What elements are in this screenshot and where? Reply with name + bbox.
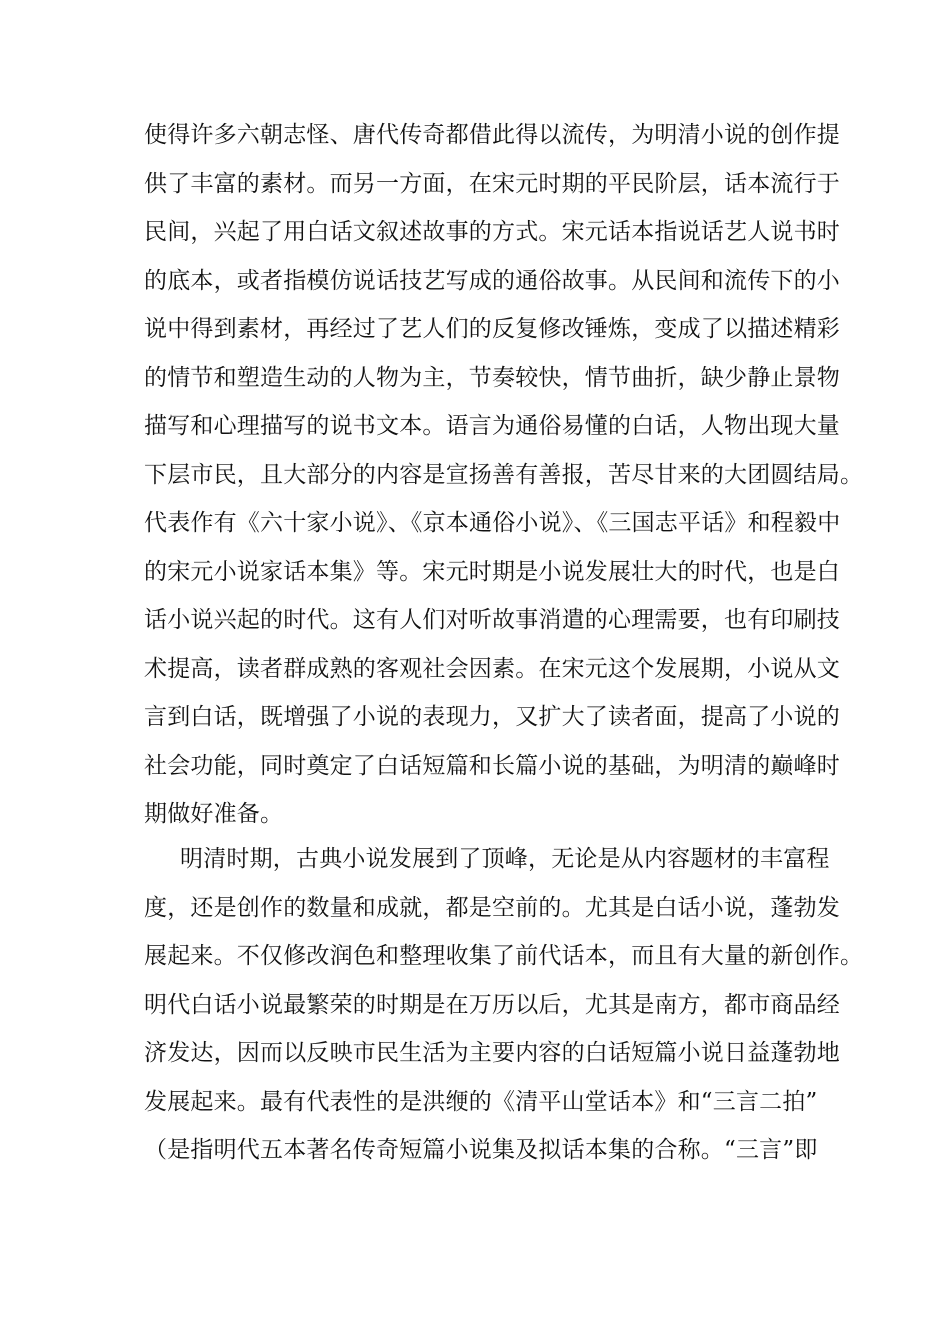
paragraph-1-line: 民间，兴起了用白话文叙述故事的方式。宋元话本指说话艺人说书时	[144, 219, 840, 245]
paragraph-2-line: 展起来。不仅修改润色和整理收集了前代话本，而且有大量的新创作。	[144, 943, 864, 969]
paragraph-1-line: 的情节和塑造生动的人物为主，节奏较快，情节曲折，缺少静止景物	[144, 364, 840, 391]
paragraph-1-line: 说中得到素材，再经过了艺人们的反复修改锤炼，变成了以描述精彩	[144, 316, 840, 342]
paragraph-2-line: 明清时期，古典小说发展到了顶峰，无论是从内容题材的丰富程	[180, 846, 830, 872]
paragraph-1-line: 下层市民，且大部分的内容是宣扬善有善报，苦尽甘来的大团圆结局。	[144, 461, 864, 488]
paragraph-1-line: 供了丰富的素材。而另一方面，在宋元时期的平民阶层，话本流行于	[144, 170, 840, 197]
paragraph-2	[144, 842, 864, 1202]
paragraph-2-line: （是指明代五本著名传奇短篇小说集及拟话本集的合称。“三言”即	[144, 1137, 818, 1163]
paragraph-1-line: 期做好准备。	[144, 801, 284, 827]
paragraph-2-line: 发展起来。最有代表性的是洪缏的《清平山堂话本》和“三言二拍”	[144, 1088, 818, 1115]
paragraph-1-line: 术提高，读者群成熟的客观社会因素。在宋元这个发展期，小说从文	[144, 655, 840, 682]
paragraph-1-line: 社会功能，同时奠定了白话短篇和长篇小说的基础，为明清的巅峰时	[144, 752, 840, 779]
paragraph-1	[144, 118, 864, 848]
paragraph-1-line: 的底本，或者指模仿说话技艺写成的通俗故事。从民间和流传下的小	[144, 267, 840, 294]
paragraph-2-line: 明代白话小说最繁荣的时期是在万历以后，尤其是南方，都市商品经	[144, 991, 840, 1018]
paragraph-2-line: 济发达，因而以反映市民生活为主要内容的白话短篇小说日益蓬勃地	[144, 1040, 840, 1066]
paragraph-1-line: 言到白话，既增强了小说的表现力，又扩大了读者面，提高了小说的	[144, 704, 840, 730]
paragraph-1-line: 话小说兴起的时代。这有人们对听故事消遣的心理需要，也有印刷技	[144, 607, 840, 633]
paragraph-1-line: 代表作有《六十家小说》、《京本通俗小说》、《三国志平话》和程毅中	[144, 510, 841, 536]
paragraph-1-line: 描写和心理描写的说书文本。语言为通俗易懂的白话，人物出现大量	[144, 413, 840, 439]
paragraph-2-line: 度，还是创作的数量和成就，都是空前的。尤其是白话小说，蓬勃发	[144, 894, 840, 921]
paragraph-1-line: 的宋元小说家话本集》等。宋元时期是小说发展壮大的时代，也是白	[144, 558, 840, 585]
paragraph-1-line: 使得许多六朝志怪、唐代传奇都借此得以流传，为明清小说的创作提	[144, 122, 840, 148]
